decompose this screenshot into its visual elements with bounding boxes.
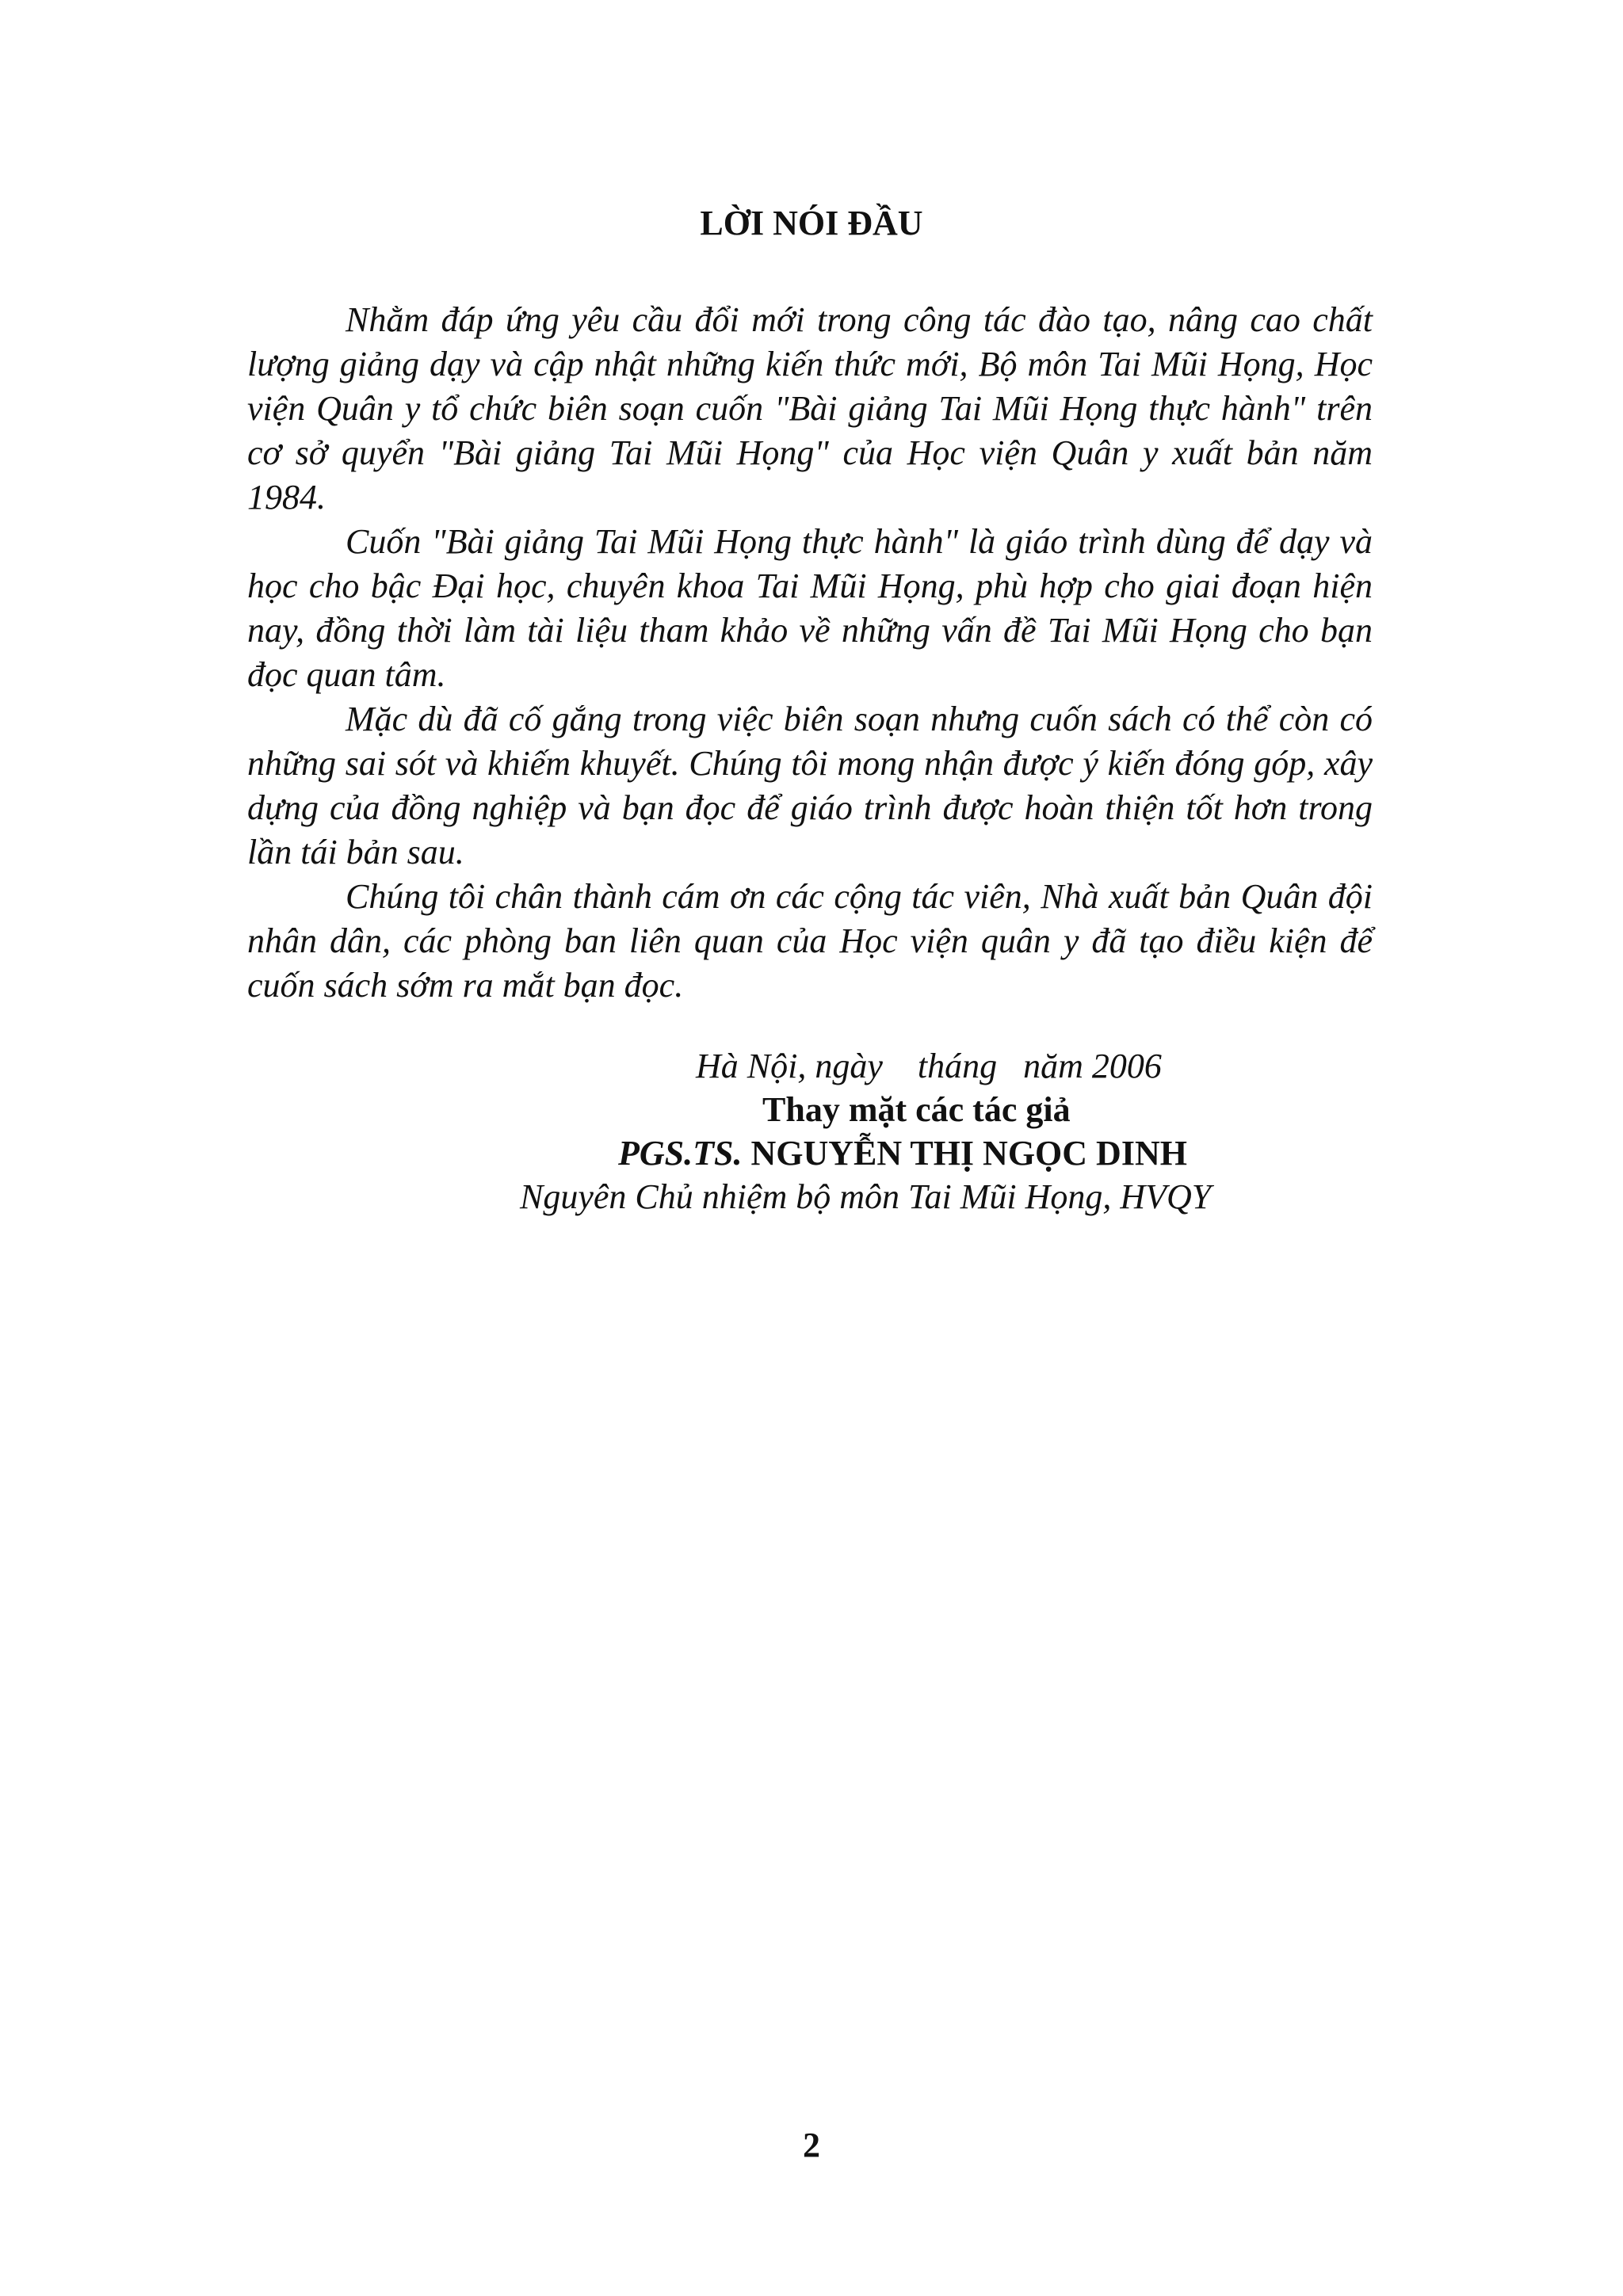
paragraph-4: Chúng tôi chân thành cám ơn các cộng tác viên, Nhà xuất bản Quân đội nhân dân, các phòng ban liên quan của Học viện quân y đã tạo điều kiện để cuốn sách sớm ra mắt bạn đọc.	[247, 877, 1373, 1005]
page-number: 2	[803, 2126, 820, 2164]
page-title: LỜI NÓI ĐẦU	[700, 204, 923, 242]
paragraph-1: Nhằm đáp ứng yêu cầu đổi mới trong công tác đào tạo, nâng cao chất lượng giảng dạy và cập nhật những kiến thức mới, Bộ môn Tai Mũi Họng, Học viện Quân y tổ chức biên soạn cuốn "Bài giảng Tai Mũi Họng thực hành" trên cơ sở quyển "Bài giảng Tai Mũi Họng" của Học viện Quân y xuất bản năm 1984.	[247, 300, 1373, 517]
signer-position: Nguyên Chủ nhiệm bộ môn Tai Mũi Họng, HVQY	[520, 1177, 1212, 1216]
signer-line	[618, 1131, 1187, 1175]
preface-body	[247, 298, 1373, 1008]
signer-role: Thay mặt các tác giả	[762, 1090, 1071, 1129]
signer-name: NGUYỄN THỊ NGỌC DINH	[750, 1134, 1187, 1173]
place-date: Hà Nội, ngày tháng năm 2006	[696, 1047, 1162, 1085]
paragraph-3: Mặc dù đã cố gắng trong việc biên soạn nhưng cuốn sách có thể còn có những sai sót và khiếm khuyết. Chúng tôi mong nhận được ý kiến đóng góp, xây dựng của đồng nghiệp và bạn đọc để giáo trình được hoàn thiện tốt hơn trong lần tái bản sau.	[247, 700, 1373, 871]
signer-degree: PGS.TS.	[618, 1134, 743, 1173]
paragraph-2: Cuốn "Bài giảng Tai Mũi Họng thực hành" là giáo trình dùng để dạy và học cho bậc Đại học, chuyên khoa Tai Mũi Họng, phù hợp cho giai đoạn hiện nay, đồng thời làm tài liệu tham khảo về những vấn đề Tai Mũi Họng cho bạn đọc quan tâm.	[247, 522, 1373, 694]
